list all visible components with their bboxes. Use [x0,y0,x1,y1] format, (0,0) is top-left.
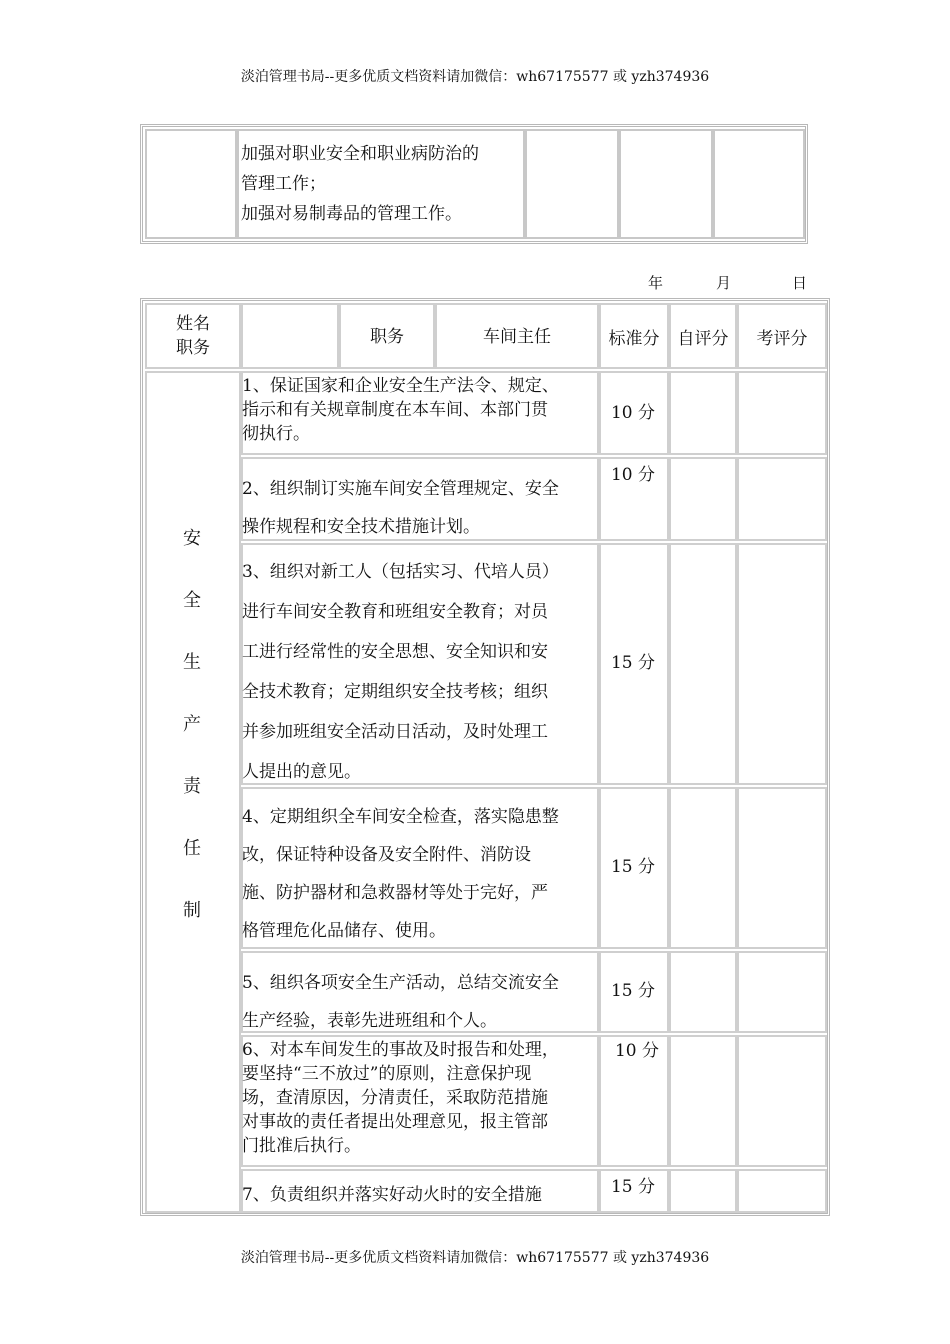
standard-score: 15 分 [610,653,656,673]
self-score-cell [669,1035,737,1167]
item-text: 7、负责组织并落实好动火时的安全措施 [242,1185,542,1205]
position-label: 职务 [339,303,435,369]
self-score-cell [669,787,737,949]
score-cell [525,129,619,239]
duty-text: 加强对职业安全和职业病防治的 管理工作； 加强对易制毒品的管理工作。 [241,144,479,224]
item-text: 5、组织各项安全生产活动，总结交流安全 生产经验，表彰先进班组和个人。 [242,973,559,1031]
item-text: 2、组织制订实施车间安全管理规定、安全 操作规程和安全技术措施计划。 [242,479,559,537]
self-score-cell [619,129,713,239]
review-score-cell [737,951,827,1033]
standard-score: 15 分 [610,981,656,1001]
name-position-header: 姓名 职务 [145,303,241,369]
review-score-cell [737,787,827,949]
self-score-cell [669,951,737,1033]
self-score-header: 自评分 [669,303,737,369]
review-score-cell [737,1169,827,1213]
section-label-char: 任 [183,838,201,859]
page-footer: 淡泊管理书局--更多优质文档资料请加微信：wh67175577 或 yzh374936 [240,1250,710,1266]
item-text: 6、对本车间发生的事故及时报告和处理， 要坚持“三不放过”的原则，注意保护现 场，查清原因，分清责任，采取防范措施 对事故的责任者提出处理意见，报主管部 门批准后执行。 [242,1040,559,1156]
standard-score: 10 分 [610,465,656,485]
self-score-cell [669,1169,737,1213]
date-month: 月 [716,274,732,292]
review-score-cell [737,543,827,785]
empty-cell [145,129,237,239]
section-label-char: 制 [183,900,201,921]
section-label-char: 生 [183,652,201,673]
item-text: 3、组织对新工人（包括实习、代培人员） 进行车间安全教育和班组安全教育；对员 工进行经常性的安全思想、安全知识和安 全技术教育；定期组织安全技考核；组织 并参加班组安全活动日活动，及时处理工 人提出的意见。 [242,562,559,782]
section-label-char: 责 [183,776,201,797]
self-score-cell [669,457,737,541]
page-header: 淡泊管理书局--更多优质文档资料请加微信：wh67175577 或 yzh374936 [240,69,710,85]
date-day: 日 [792,274,808,292]
section-label-char: 安 [183,528,201,549]
review-score-cell [737,457,827,541]
section-label-char: 全 [183,590,201,611]
continuation-table [140,124,808,244]
standard-score-header: 标准分 [599,303,669,369]
review-score-cell [737,1035,827,1167]
item-text: 4、定期组织全车间安全检查，落实隐患整 改，保证特种设备及安全附件、消防设 施、防护器材和急救器材等处于完好，严 格管理危化品储存、使用。 [242,807,559,941]
date-year: 年 [648,274,664,292]
position-value: 车间主任 [435,303,599,369]
item-text: 1、保证国家和企业安全生产法令、规定、 指示和有关规章制度在本车间、本部门贯 彻执行。 [242,376,559,444]
name-value-cell [241,303,339,369]
standard-score: 10 分 [610,403,656,423]
self-score-cell [669,543,737,785]
standard-score: 15 分 [610,1177,656,1197]
review-score-header: 考评分 [737,303,827,369]
standard-score: 10 分 [614,1041,660,1061]
self-score-cell [669,371,737,455]
review-score-cell [737,371,827,455]
review-score-cell [713,129,805,239]
standard-score: 15 分 [610,857,656,877]
section-label-char: 产 [183,714,201,735]
